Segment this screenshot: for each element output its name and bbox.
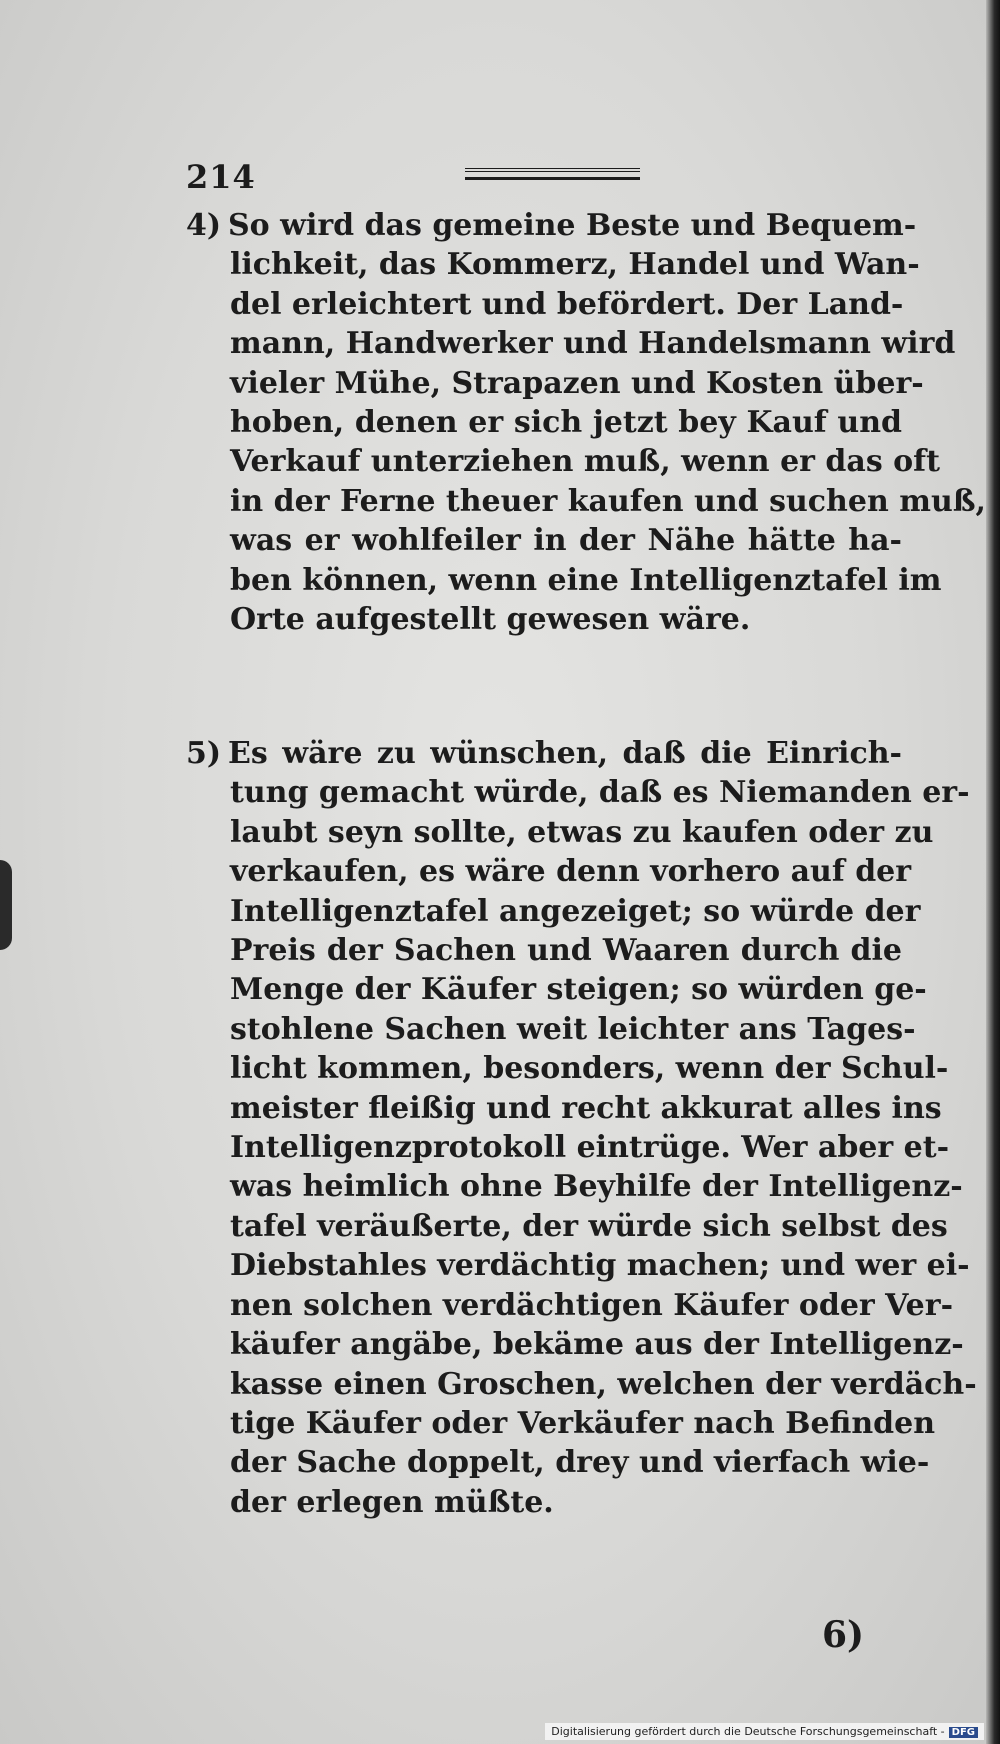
paragraph-line: verkaufen, es wäre denn vorhero auf der (230, 854, 912, 890)
page-edge (986, 0, 1000, 1744)
paragraph-4 (186, 206, 987, 639)
paragraph-line: tung gemacht würde, daß es Niemanden er- (230, 775, 970, 811)
paragraph-line: der Sache doppelt, drey und vierfach wie- (230, 1445, 930, 1481)
paragraph-line: licht kommen, besonders, wenn der Schul- (230, 1051, 949, 1087)
paragraph-line: Preis der Sachen und Waaren durch die (230, 933, 902, 969)
paragraph-line: Verkauf unterziehen muß, wenn er das oft (230, 444, 940, 480)
digitization-credit (545, 1723, 984, 1740)
paragraph-line: lichkeit, das Kommerz, Handel und Wan- (230, 247, 920, 283)
catchword: 6) (822, 1614, 865, 1656)
paragraph-line: hoben, denen er sich jetzt bey Kauf und (230, 405, 902, 441)
header-rule (465, 168, 640, 180)
paragraph-line: was er wohlfeiler in der Nähe hätte ha- (230, 523, 902, 559)
paragraph-line: was heimlich ohne Beyhilfe der Intelligenz- (230, 1169, 963, 1205)
paragraph-line: Orte aufgestellt gewesen wäre. (230, 602, 751, 638)
paragraph-label: 5) (186, 736, 222, 771)
paragraph-line: in der Ferne theuer kaufen und suchen muß, (230, 483, 987, 519)
paragraph-line: nen solchen verdächtigen Käufer oder Ver- (230, 1287, 954, 1323)
paragraph-5 (186, 734, 977, 1522)
paragraph-line: tige Käufer oder Verkäufer nach Befinden (230, 1405, 936, 1441)
page-number: 214 (186, 158, 256, 196)
paragraph-line: Intelligenztafel angezeiget; so würde der (230, 893, 921, 929)
paragraph-line: kasse einen Groschen, welchen der verdäch- (230, 1366, 977, 1402)
paragraph-line: meister fleißig und recht akkurat alles ins (230, 1090, 942, 1126)
binding-shadow (0, 860, 12, 950)
credit-text: Digitalisierung gefördert durch die Deutsche Forschungsgemeinschaft - (551, 1725, 945, 1738)
paragraph-line: vieler Mühe, Strapazen und Kosten über- (230, 365, 924, 401)
paragraph-line: stohlene Sachen weit leichter ans Tages- (230, 1011, 916, 1047)
paragraph-line: käufer angäbe, bekäme aus der Intelligenz- (230, 1327, 964, 1363)
paragraph-line: Menge der Käufer steigen; so würden ge- (230, 972, 927, 1008)
paragraph-line: der erlegen müßte. (230, 1484, 554, 1520)
paragraph-line: Diebstahles verdächtig machen; und wer ei- (230, 1248, 970, 1284)
dfg-logo: DFG (949, 1727, 978, 1738)
paragraph-label: 4) (186, 208, 222, 243)
paragraph-line: tafel veräußerte, der würde sich selbst des (230, 1208, 948, 1244)
paragraph-line: ben können, wenn eine Intelligenztafel im (230, 562, 942, 598)
paragraph-line: 4) So wird das gemeine Beste und Bequem- (186, 206, 902, 245)
paragraph-line: 5) Es wäre zu wünschen, daß die Einrich- (186, 734, 902, 773)
paragraph-line: laubt seyn sollte, etwas zu kaufen oder zu (230, 814, 934, 850)
paragraph-line: del erleichtert und befördert. Der Land- (230, 286, 904, 322)
paragraph-line: mann, Handwerker und Handelsmann wird (230, 326, 956, 362)
paragraph-line: Intelligenzprotokoll eintrüge. Wer aber et- (230, 1130, 950, 1166)
